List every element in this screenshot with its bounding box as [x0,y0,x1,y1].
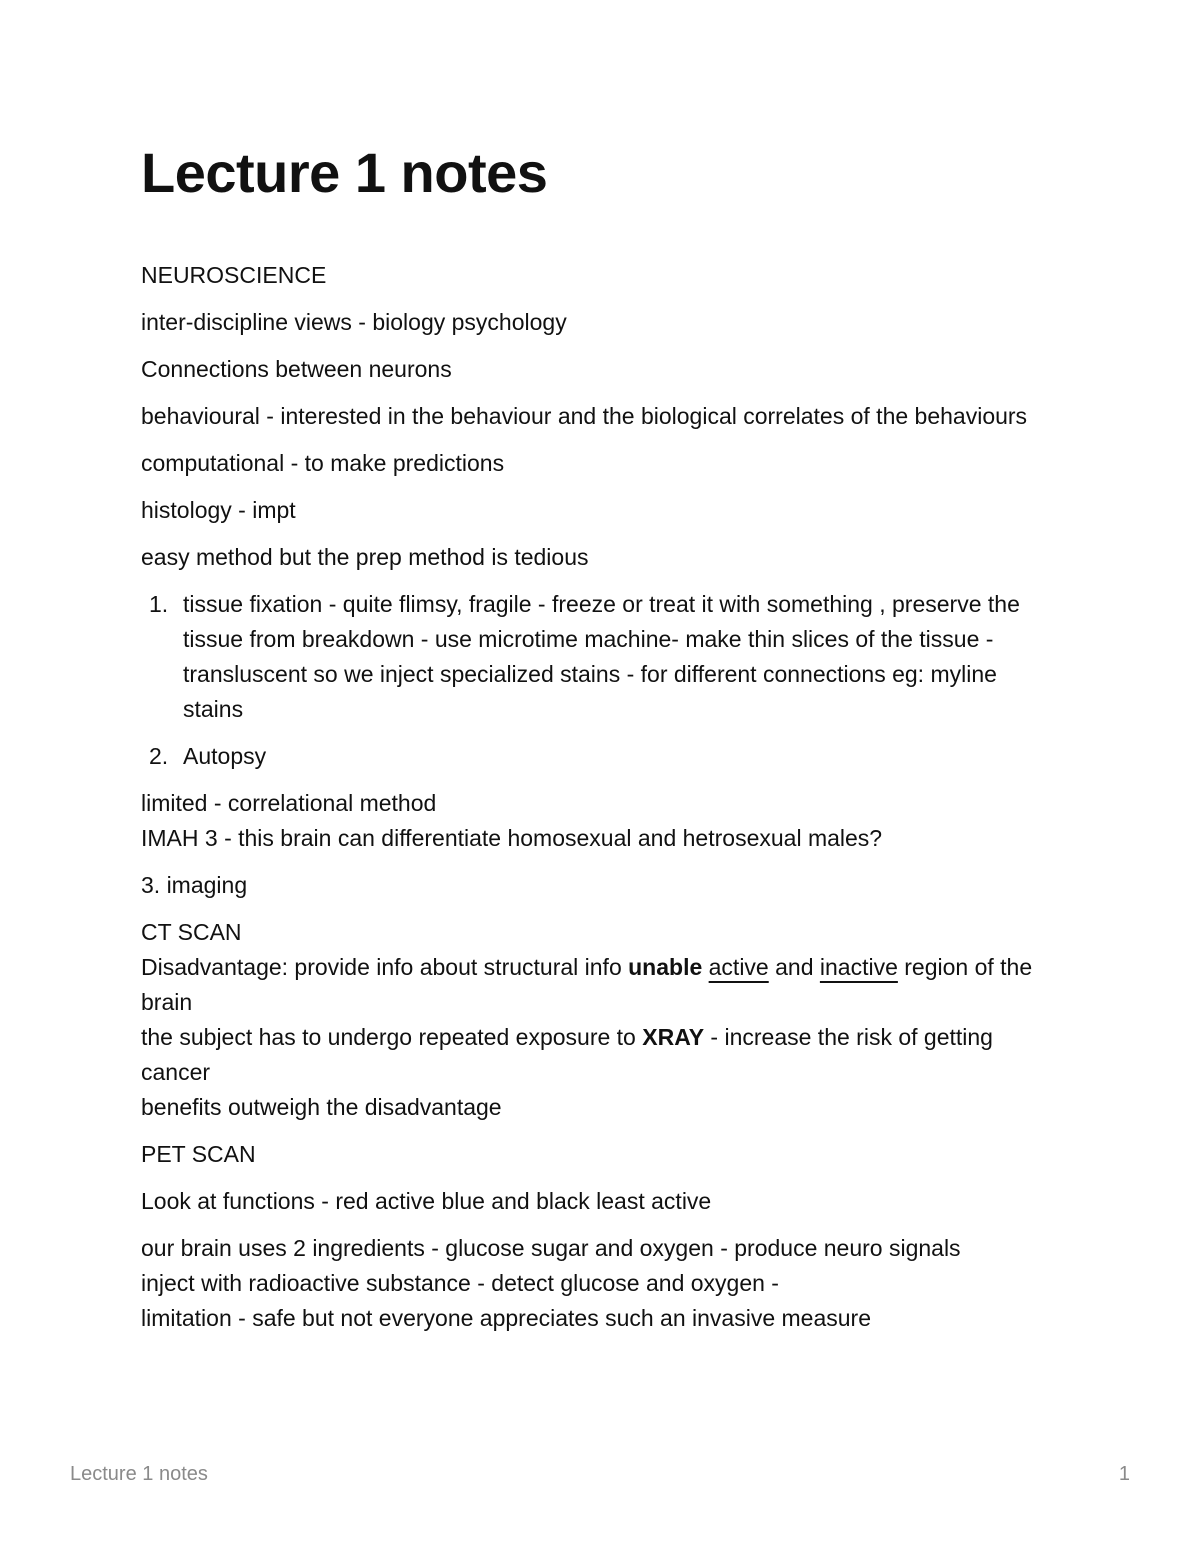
ct-unable-bold: unable [628,954,703,980]
ct-inactive-underlined: inactive [819,954,898,980]
paragraph-pet-heading: PET SCAN [141,1141,256,1167]
paragraph-histology: histology - impt [141,497,296,523]
list-number: 1. [149,591,169,617]
ct-active-underlined: active [708,954,769,980]
page-title: Lecture 1 notes [141,141,548,204]
paragraph-pet-details [141,1231,1061,1336]
list-number: 2. [149,743,169,769]
list-item-text: tissue fixation - quite flimsy, fragile - freeze or treat it with something , preserve the tissue from breakdown - use microtime machine- make thin slices of the tissue - transluscent so we inject specialized stains - for different connections eg: myline stains [183,591,1020,722]
ct-scan-heading: CT SCAN [141,919,242,945]
paragraph-easy-method: easy method but the prep method is tedious [141,544,589,570]
paragraph-inter-discipline: inter-discipline views - biology psychology [141,309,567,335]
paragraph-limited [141,786,1061,856]
ct-disadvantage-text: Disadvantage: provide info about structural info [141,954,629,980]
footer-page-number: 1 [1118,1463,1130,1485]
list-item [141,587,1061,727]
numbered-list [141,587,1061,774]
ct-benefits-line: benefits outweigh the disadvantage [141,1094,502,1120]
paragraph-connections: Connections between neurons [141,356,452,382]
paragraph-behavioural: behavioural - interested in the behaviour and the biological correlates of the behaviours [141,403,1028,429]
paragraph-neuroscience: NEUROSCIENCE [141,262,327,288]
imah-line: IMAH 3 - this brain can differentiate homosexual and hetrosexual males? [141,825,883,851]
paragraph-pet-functions: Look at functions - red active blue and black least active [141,1188,712,1214]
pet-inject-line: inject with radioactive substance - detect glucose and oxygen - [141,1270,779,1296]
pet-ingredients-line: our brain uses 2 ingredients - glucose sugar and oxygen - produce neuro signals [141,1235,961,1261]
paragraph-imaging: 3. imaging [141,872,248,898]
ct-xray-text: the subject has to undergo repeated exposure to [141,1024,643,1050]
pet-limitation-line: limitation - safe but not everyone appreciates such an invasive measure [141,1305,872,1331]
ct-xray-rest: - increase the risk of getting cancer [141,1024,993,1085]
paragraph-computational: computational - to make predictions [141,450,505,476]
ct-xray-line [141,1020,1061,1090]
ct-xray-bold: XRAY [642,1024,705,1050]
ct-and-text: and [768,954,820,980]
list-item [141,739,1061,774]
ct-region-text: region of the brain [141,954,1033,1015]
document-body [141,258,1061,1348]
ct-disadvantage-line [141,950,1061,1020]
paragraph-ct-scan [141,915,1061,1125]
footer-title: Lecture 1 notes [70,1463,208,1485]
limited-line: limited - correlational method [141,790,437,816]
list-item-text: Autopsy [183,743,267,769]
